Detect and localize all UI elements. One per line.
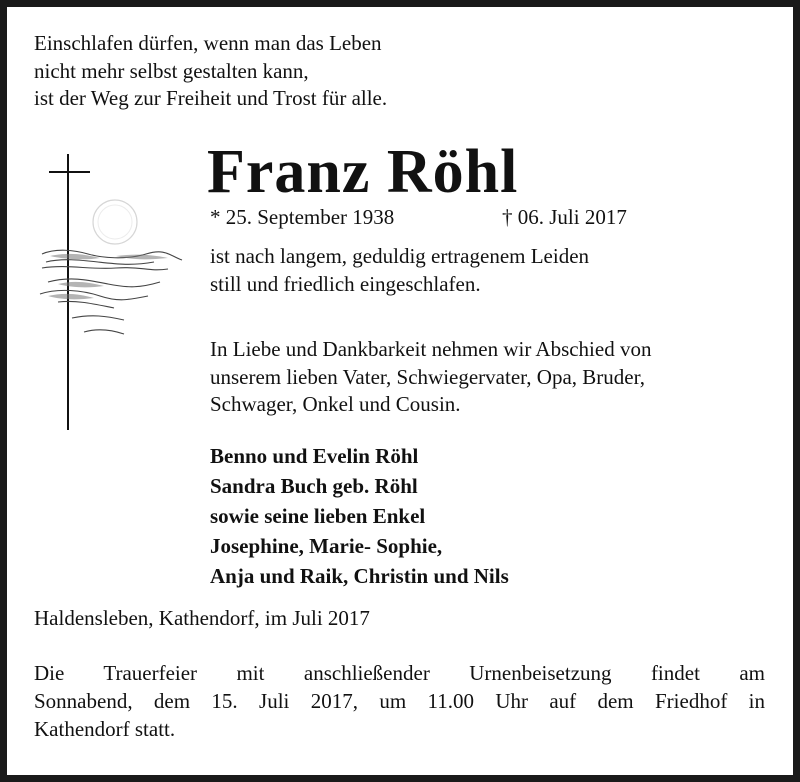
cross-landscape-illustration — [28, 150, 198, 440]
sun-circle — [93, 200, 137, 244]
mourner-line: Sandra Buch geb. Röhl — [210, 474, 418, 498]
mourner-line: sowie seine lieben Enkel — [210, 504, 426, 528]
mourner-line: Josephine, Marie- Sophie, — [210, 534, 443, 558]
poem-line: ist der Weg zur Freiheit und Trost für alle. — [34, 86, 388, 110]
passing-line: ist nach langem, geduldig ertragenem Leiden — [210, 244, 590, 268]
farewell-line: unserem lieben Vater, Schwiegervater, Opa, Bruder, — [210, 364, 646, 389]
landscape-hills — [40, 250, 182, 334]
deceased-name: Franz Röhl — [207, 138, 519, 206]
funeral-line: Kathendorf statt. — [34, 717, 176, 741]
mourners-list — [210, 441, 509, 591]
passing-notice — [210, 243, 589, 298]
birth-date: * 25. September 1938 — [210, 205, 395, 229]
poem — [34, 30, 387, 113]
landscape-shading — [48, 254, 168, 299]
poem-line: nicht mehr selbst gestalten kann, — [34, 58, 309, 83]
mourner-line: Benno und Evelin Röhl — [210, 444, 419, 468]
farewell-line: In Liebe und Dankbarkeit nehmen wir Abschied von — [210, 337, 652, 361]
farewell-line: Schwager, Onkel und Cousin. — [210, 392, 461, 416]
funeral-line: Sonnabend, dem 15. Juli 2017, um 11.00 Uhr auf dem Friedhof in — [34, 689, 765, 713]
funeral-notice — [34, 659, 765, 743]
death-date: † 06. Juli 2017 — [502, 205, 627, 229]
place-and-date: Haldensleben, Kathendorf, im Juli 2017 — [34, 606, 370, 630]
funeral-line: Die Trauerfeier mit anschließender Urnenbeisetzung findet am — [34, 661, 765, 685]
poem-line: Einschlafen dürfen, wenn man das Leben — [34, 31, 382, 55]
passing-line: still und friedlich eingeschlafen. — [210, 271, 481, 296]
mourner-line: Anja und Raik, Christin und Nils — [210, 564, 509, 588]
farewell-text — [210, 336, 651, 419]
